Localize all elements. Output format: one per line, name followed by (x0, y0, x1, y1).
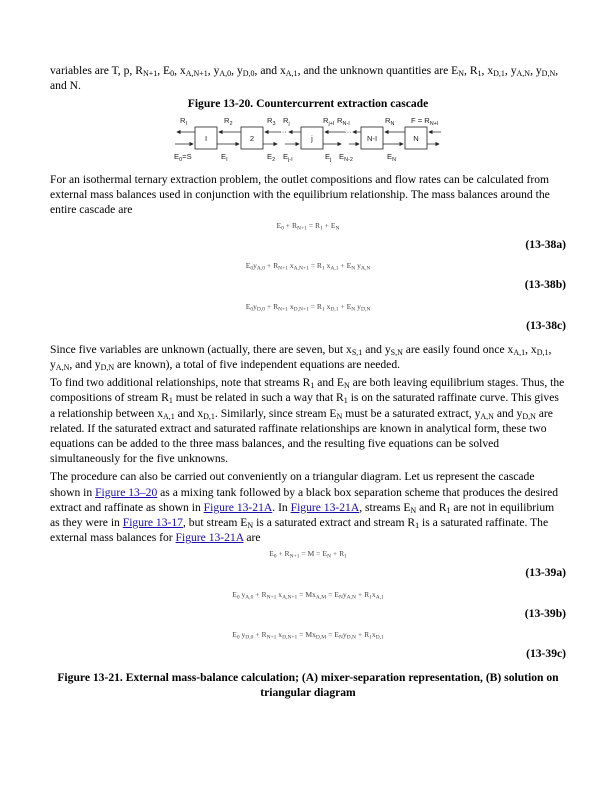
equation-13-39a: $E_0 + R_{N+1} = M = E_N + R_1$ (269, 549, 347, 560)
label-e0: $E_0=S$ (174, 151, 192, 163)
label-r1: $R_I$ (180, 115, 188, 127)
equation-13-39c: $E_0$ $y_{D,0} + R_{N+1}$ $x_{D,N+1} = Mx_{D,M} = E_Ny_{D,N} + R_1x_{D,1}$ (232, 629, 384, 641)
link-figure-13-21a-third[interactable]: Figure 13-21A (175, 531, 244, 545)
paragraph-unknowns: Since five variables are unknown (actually, there are seven, but $x_{S,1}$ and $y_{S,N}$ are easily found once $x_{A,1}$, $x_{D,1}$, $y_{A,N}$, and $y_{D,N}$ are known), a total of five independent equations are needed. (50, 342, 552, 373)
countercurrent-cascade-diagram (173, 114, 443, 164)
ellipsis-right: ··· (344, 126, 352, 136)
label-ej: $E_j$ (325, 151, 332, 163)
label-en2: $E_{N-2}$ (339, 151, 353, 163)
label-rj1: $R_{j+I}$ (323, 115, 335, 127)
equation-number-13-39c: (13-39c) (526, 646, 566, 660)
equation-13-38a: $E_0 + R_{N+1} = R_1 + E_N$ (276, 221, 340, 232)
stage-label-2: 2 (249, 133, 255, 143)
label-r3: $R_3$ (267, 115, 276, 127)
stage-label-n: N (413, 133, 419, 143)
equation-13-38c: $E_0y_{D,0} + R_{N+1}$ $x_{D,N+1} = R_1$ $x_{D,1} + E_N$ $y_{D,N}$ (245, 301, 371, 313)
link-figure-13-21a-second[interactable]: Figure 13-21A (290, 500, 360, 514)
intro-paragraph: variables are T, p, $R_{N+1}$, $E_0$, $x_{A,N+1}$, $y_{A,0}$, $y_{D,0}$, and $x_{A,1}$, and the unknown quantities are $E_N$, $R_1$, $x_{D,1}$, $y_{A,N}$, $y_{D,N}$, and N. (50, 64, 559, 93)
stage-label-j: j (311, 133, 313, 143)
equation-number-13-38a: (13-38a) (525, 238, 566, 252)
paragraph-triangular-diagram: The procedure can also be carried out conveniently on a triangular diagram. Let us represent the cascade shown in Figure 13–20 as a mixing tank followed by a black box separation scheme that produces the desired extract and raffinate as shown in Figure 13-21A. In Figure 13-21A, streams $E_N$ and $R_1$ are not in equilibrium as they were in Figure 13-17, but stream $E_N$ is a saturated extract and stream $R_1$ is a saturated raffinate. The external mass balances for Figure 13-21A are (50, 470, 559, 545)
label-e2: $E_2$ (267, 151, 276, 163)
label-rn1: $R_{N-I}$ (337, 115, 350, 127)
link-figure-13-21a[interactable]: Figure 13-21A (203, 500, 273, 514)
stage-label-1: I (204, 133, 208, 143)
figure-13-21-title: Figure 13-21. External mass-balance calculation; (A) mixer-separation representation, (B) solution on triangular diagram (57, 671, 559, 700)
equation-number-13-38b: (13-38b) (524, 278, 566, 292)
label-rn: $R_N$ (385, 115, 395, 127)
paragraph-relationships: To find two additional relationships, note that streams $R_1$ and $E_N$ are both leaving equilibrium stages. Thus, the compositions of stream $R_1$ must be related in such a way that $R_1$ is on the saturated raffinate curve. This gives a relationship between $x_{A,1}$ and $x_{D,1}$. Similarly, since stream $E_N$ must be a saturated extract, $y_{A,N}$ and $y_{D,N}$ are related. If the saturated extract and saturated raffinate relationships are known in analytical form, these two equations can be added to the three mass balances, and the resulting five equations can be solved simultaneously for the five unknowns. (50, 376, 565, 466)
stage-label-n-1: N-I (366, 133, 378, 143)
label-e1: $E_I$ (221, 151, 228, 163)
link-figure-13-20[interactable]: Figure 13–20 (95, 485, 158, 499)
equation-13-39b: $E_0$ $y_{A,0} + R_{N+1}$ $x_{A,N+1} = Mx_{A,M} = E_Ny_{A,N} + R_1x_{A,1}$ (232, 589, 384, 601)
document-page (50, 63, 566, 702)
paragraph-mass-balances: For an isothermal ternary extraction problem, the outlet compositions and flow rates can be calculated from external mass balances used in conjunction with the equilibrium relationship. The mass balances around the entire cascade are (50, 172, 550, 217)
equation-number-13-39b: (13-39b) (524, 606, 566, 620)
ellipsis-left: ··· (279, 126, 287, 136)
equation-13-38b: $E_0y_{A,0} + R_{N+1}$ $x_{A,N+1} = R_1$ $x_{A,1} + E_N$ $y_{A,N}$ (245, 261, 371, 272)
label-r2: $R_2$ (224, 115, 233, 127)
link-figure-13-17[interactable]: Figure 13-17 (122, 516, 183, 530)
equation-number-13-39a: (13-39a) (525, 566, 566, 580)
label-ej1: $E_{j-I}$ (283, 151, 293, 163)
label-en: $E_N$ (387, 151, 397, 163)
label-rj: $R_j$ (283, 115, 290, 127)
figure-13-20-title: Figure 13-20. Countercurrent extraction cascade (187, 97, 429, 111)
label-feed: $F = R_{N+I}$ (411, 115, 439, 127)
equation-number-13-38c: (13-38c) (526, 318, 566, 332)
